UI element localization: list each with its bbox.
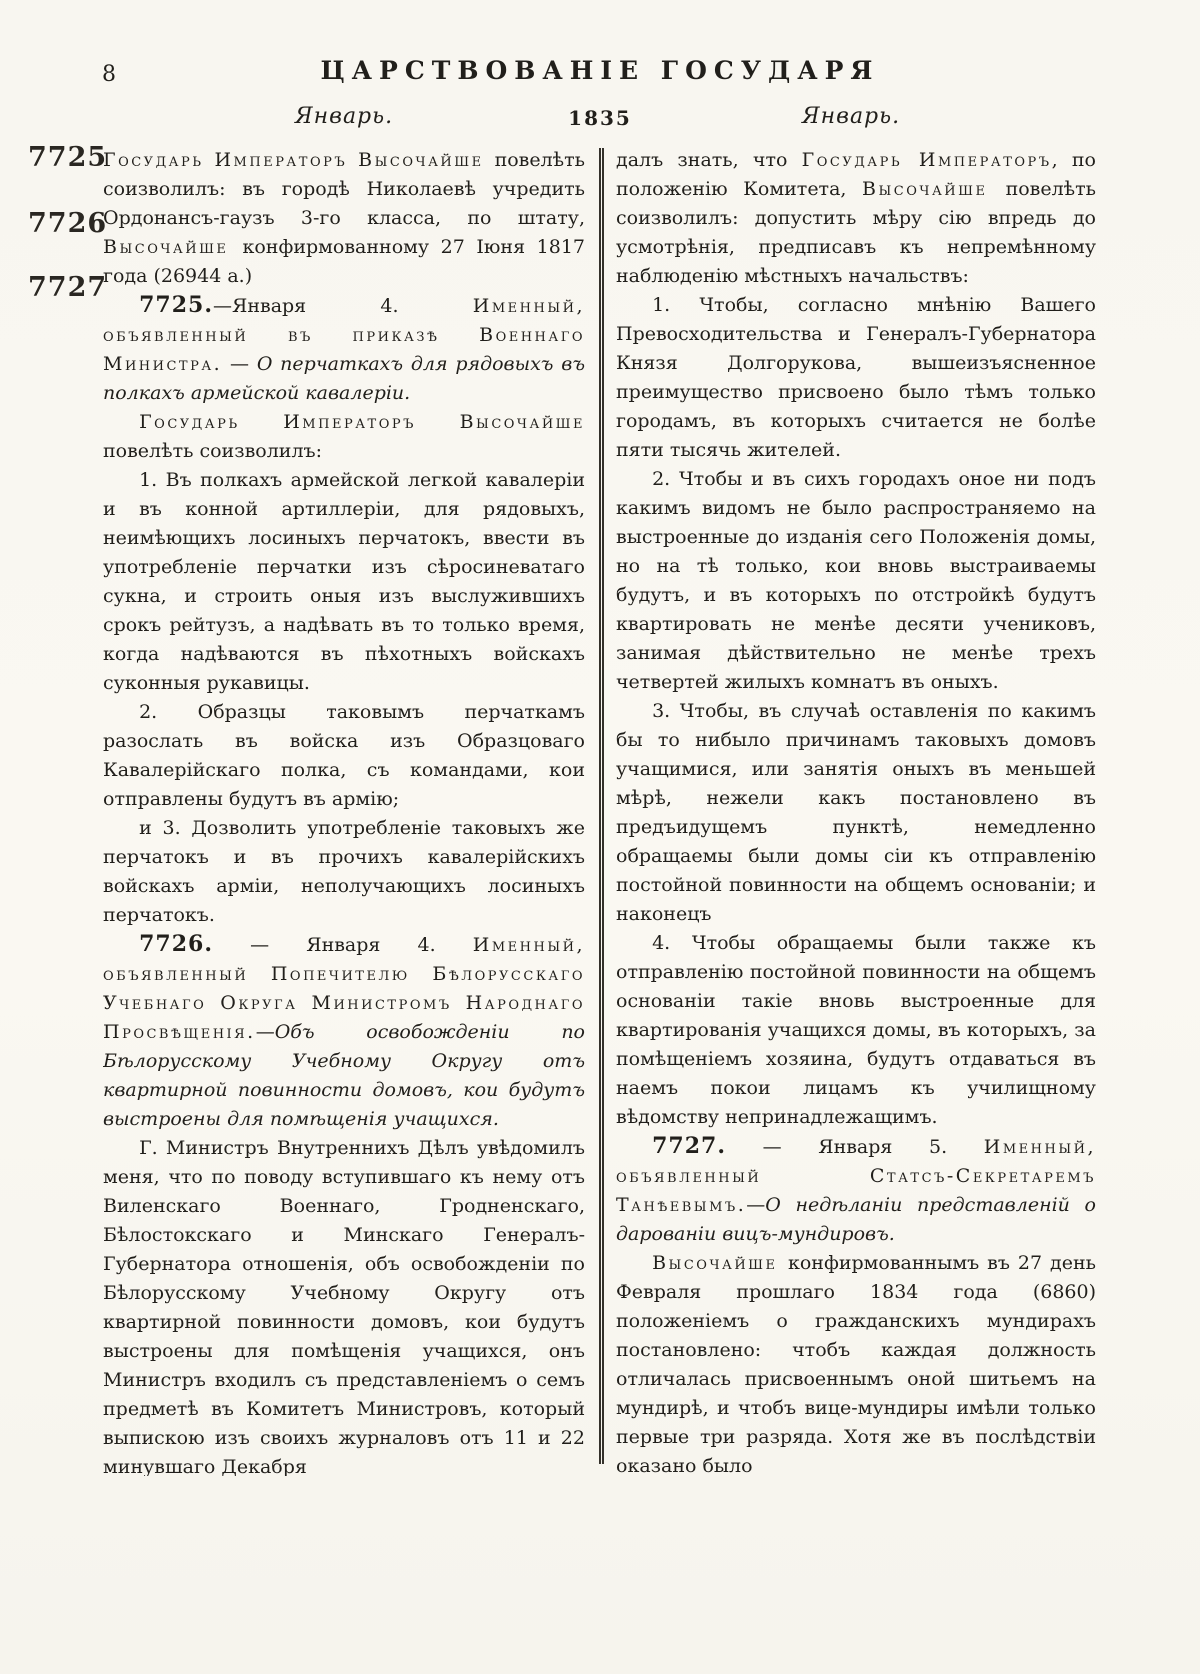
paragraph [616,465,1096,697]
year-label: 1835 [568,106,632,130]
text-segment: Государь Императоръ [801,149,1052,171]
running-title: ЦАРСТВОВАНІЕ ГОСУДАРЯ [320,56,880,85]
text-segment: 7727. [652,1133,726,1159]
margin-entry-number-7726: 7726 [28,208,108,239]
text-segment: Объ освобожденіи по Бѣлорусскому Учебному Округу отъ квартирной повинности домовъ, кои будутъ выстроены для помѣщенія учащихся. [103,1021,585,1130]
month-label-right: Январь. [801,104,901,129]
text-segment: повелѣть соизволилъ: [103,440,323,462]
paragraph [103,408,585,466]
text-segment: О перчаткахъ для рядовыхъ въ полкахъ армейской кавалеріи. [103,353,585,404]
paragraph [616,291,1096,465]
text-segment: Высочайше [862,178,1006,200]
text-segment: повелѣть соизволилъ: въ городѣ Николаевѣ учредить Ордонансъ-гаузъ 3-го класса, по штату, [103,149,585,229]
text-segment: 1. Въ полкахъ армейской легкой кавалеріи и въ конной артиллеріи, для рядовыхъ, неимѣющихъ лосиныхъ перчатокъ, ввести въ употребленіе перчатки изъ сѣросиневатаго сукна, и строить оныя изъ выслужившихъ срокъ рейтузъ, а надѣвать въ то только время, когда надѣваются въ пѣхотныхъ войскахъ суконныя рукавицы. [103,469,585,694]
entry-heading-7727 [616,1132,1096,1249]
text-segment: — Января 5. [725,1136,984,1158]
month-label-left: Январь. [294,104,394,129]
text-segment: 7726. [139,931,213,957]
paragraph [103,814,585,930]
text-segment: — [746,1194,766,1216]
text-segment: 2. Образцы таковымъ перчаткамъ разослать въ войска изъ Образцоваго Кавалерійскаго полка, съ командами, кои отправлены будутъ въ армію; [103,701,585,810]
text-segment: 2. Чтобы и въ сихъ городахъ оное ни подъ какимъ видомъ не было распространяемо на выстроенные до изданія сего Положенія домы, но на тѣ только, кои вновь выстраиваемы будутъ, и въ которыхъ по отстройкѣ будутъ квартировать не менѣе десяти учениковъ, занимая дѣйствительно не менѣе трехъ четвертей жилыхъ комнатъ въ оныхъ. [616,468,1096,693]
margin-entry-number-7727: 7727 [28,272,108,303]
text-segment: конфирмованнымъ въ 27 день Февраля прошлаго 1834 года (6860) положеніемъ о гражданскихъ мундирахъ постановлено: чтобъ каждая должность отличалась присвоеннымъ оной шитьемъ на мундирѣ, и чтобъ вице-мундиры имѣли только первые три разряда. Хотя же въ послѣдствіи оказано было [616,1252,1096,1476]
text-segment: Государь Императоръ Высочайше [103,149,495,171]
right-column [616,146,1096,1476]
text-segment: и 3. Дозволить употребленіе таковыхъ же перчатокъ и въ прочихъ кавалерійскихъ войскахъ арміи, неполучающихъ лосиныхъ перчатокъ. [103,817,585,926]
paragraph [103,698,585,814]
text-segment: , по положенію Комитета, [616,149,1096,200]
paragraph-continuation [103,146,585,291]
paragraph-continuation [616,146,1096,291]
entry-heading-7726 [103,930,585,1134]
text-segment: повелѣть соизволилъ: допустить мѣру сію впредь до усмотрѣнія, предписавъ къ непремѣнному наблюденію мѣстныхъ начальствъ: [616,178,1096,287]
text-segment: Именный, объявленный Статсъ-Секретаремъ Танѣевымъ. [616,1136,1096,1216]
page-number: 8 [102,62,117,87]
margin-entry-number-7725: 7725 [28,142,108,173]
text-segment: О недѣланіи представленій о дарованіи вицъ-мундировъ. [616,1194,1096,1245]
column-headers [0,104,1200,134]
entry-heading-7725 [103,291,585,408]
text-segment: — [255,1021,275,1043]
left-column [103,146,585,1476]
text-segment: — [222,353,257,375]
column-divider [599,148,604,1464]
text-segment: 3. Чтобы, въ случаѣ оставленія по какимъ бы то нибыло причинамъ таковыхъ домовъ учащимися, или занятія оныхъ въ меньшей мѣрѣ, нежели какъ постановлено въ предъидущемъ пунктѣ, немедленно обращаемы были домы сіи къ отправленію постойной повинности на общемъ основаніи; и наконецъ [616,700,1096,925]
text-segment: Высочайше [103,236,243,258]
paragraph [103,1134,585,1476]
text-segment: 4. Чтобы обращаемы были также къ отправленію постойной повинности на общемъ основаніи такіе вновь выстроенные для квартированія учащихся домы, въ которыхъ, за помѣщеніемъ хозяина, будутъ отдаваться въ наемъ покои лицамъ къ училищному вѣдомству непринадлежащимъ. [616,932,1096,1128]
paragraph [616,1249,1096,1476]
text-segment: 7725. [139,292,213,318]
text-segment: Высочайше [652,1252,788,1274]
text-columns [103,146,1103,1476]
paragraph [616,697,1096,929]
text-segment: —Января 4. [212,295,473,317]
text-segment: Именный, объявленный Попечителю Бѣлорусскаго Учебнаго Округа Министромъ Народнаго Просвѣщенія. [103,934,585,1043]
paragraph [103,466,585,698]
text-segment: далъ знать, что [616,149,802,171]
text-segment: Государь Императоръ Высочайше [139,411,585,433]
text-segment: конфирмованному 27 Іюня 1817 года (26944 а.) [103,236,585,287]
text-segment: 1. Чтобы, согласно мнѣнію Вашего Превосходительства и Генералъ-Губернатора Князя Долгорукова, вышеизъясненное преимущество присвоено было тѣмъ только городамъ, въ которыхъ считается не болѣе пяти тысячь жителей. [616,294,1096,461]
text-segment: — Января 4. [212,934,473,956]
text-segment: Именный, объявленный въ приказѣ Военнаго Министра. [103,295,585,375]
text-segment: Г. Министръ Внутреннихъ Дѣлъ увѣдомилъ меня, что по поводу вступившаго къ нему отъ Виленскаго Военнаго, Гродненскаго, Бѣлостокскаго и Минскаго Генералъ-Губернатора отношенія, объ освобожденіи по Бѣлорусскому Учебному Округу отъ квартирной повинности домовъ, кои будутъ выстроены для помѣщенія учащихся, онъ Министръ входилъ съ представленіемъ о семъ предметѣ въ Комитетъ Министровъ, который выпискою изъ своихъ журналовъ отъ 11 и 22 минувшаго Декабря [103,1137,585,1476]
paragraph [616,929,1096,1132]
